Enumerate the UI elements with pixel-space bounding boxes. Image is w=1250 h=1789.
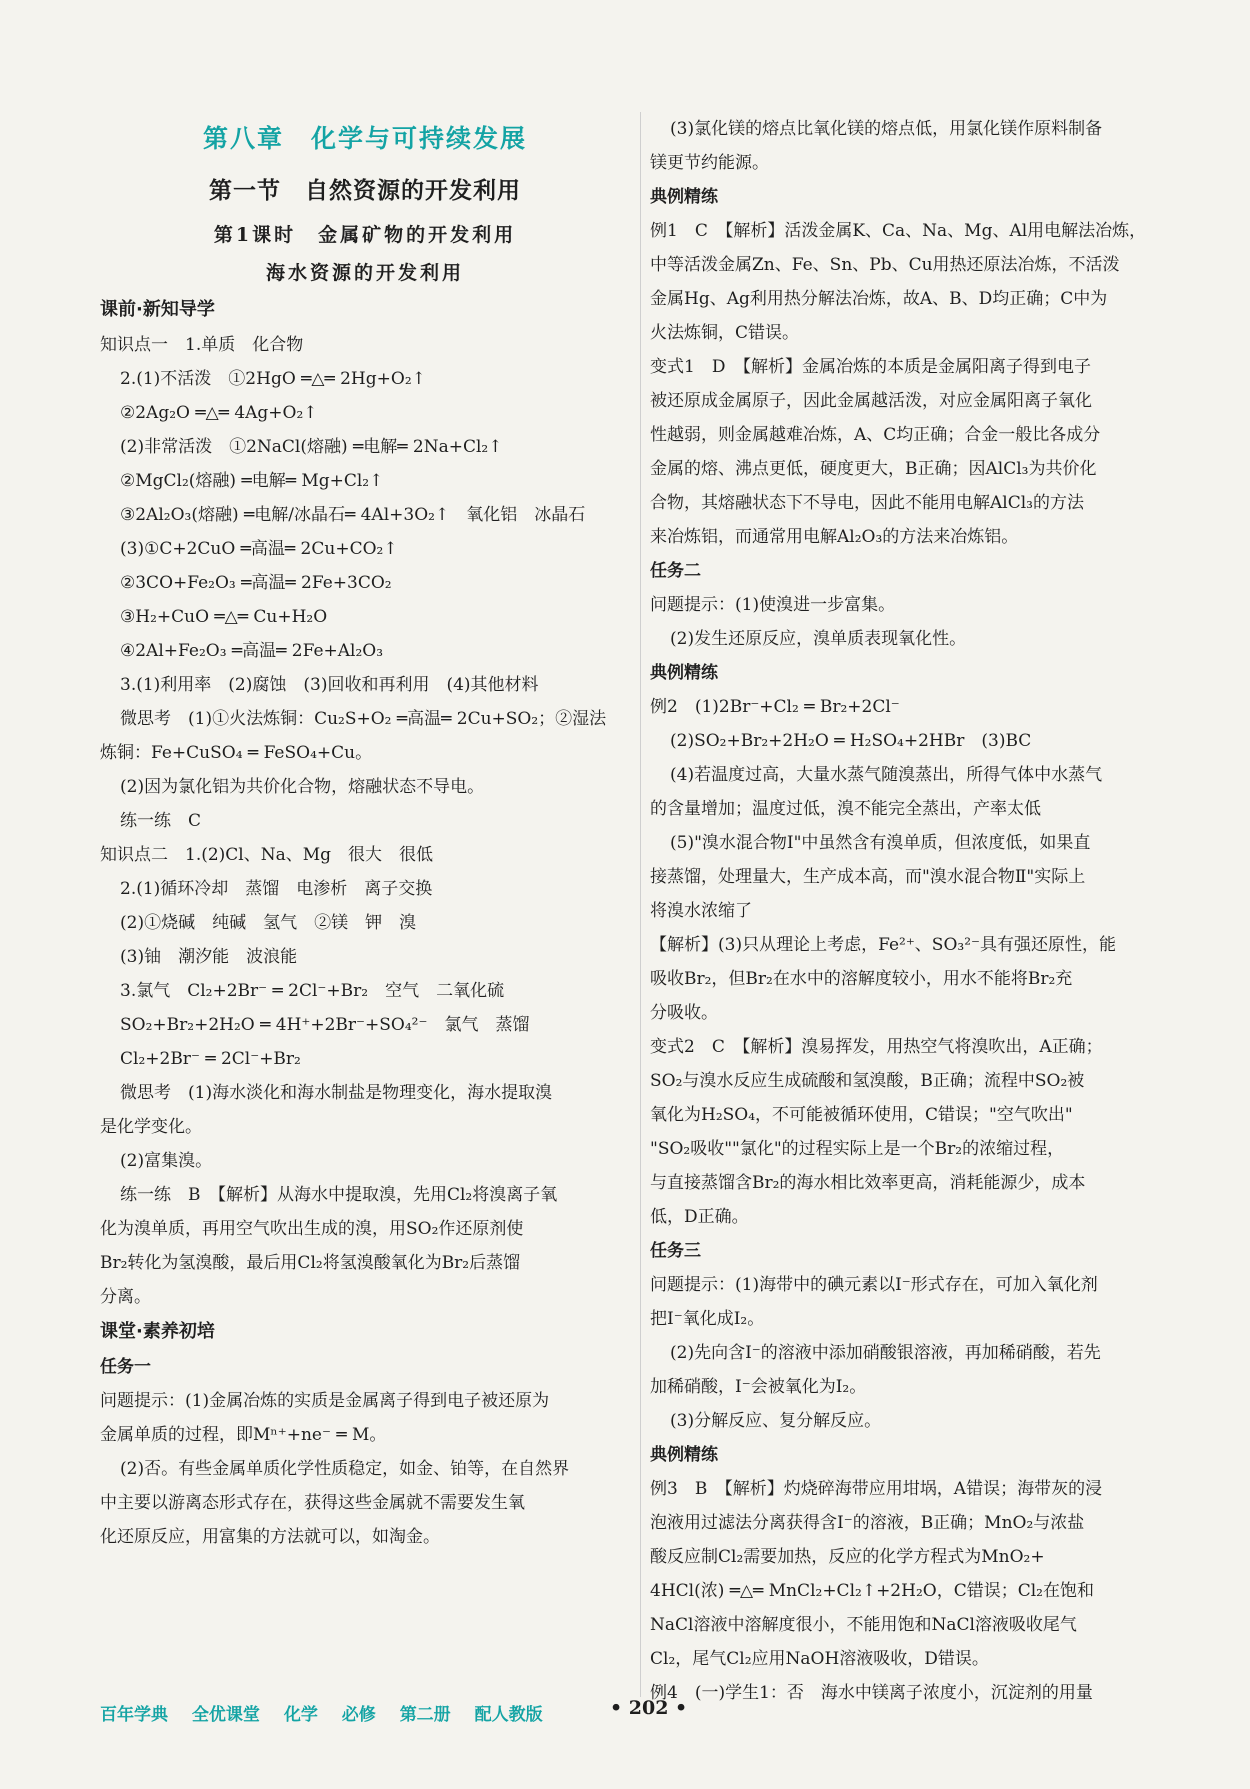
left-text-block: [100, 292, 630, 1554]
text-line: 接蒸馏，处理量大，生产成本高，而"溴水混合物Ⅱ"实际上: [650, 867, 1086, 887]
text-line: ③H₂+CuO ═△═ Cu+H₂O: [120, 607, 328, 627]
subsection-heading: 任务一: [100, 1357, 151, 1377]
text-line: 微思考 (1)海水淡化和海水制盐是物理变化，海水提取溴: [120, 1083, 553, 1103]
text-line: (2)非常活泼 ①2NaCl(熔融) ═电解═ 2Na+Cl₂↑: [120, 437, 503, 457]
text-line: 金属的熔、沸点更低，硬度更大，B正确；因AlCl₃为共价化: [650, 459, 1097, 479]
text-line: SO₂+Br₂+2H₂O ═ 4H⁺+2Br⁻+SO₄²⁻ 氯气 蒸馏: [120, 1015, 530, 1035]
subsection-heading: 典例精练: [650, 187, 718, 207]
footer-item: 第二册: [399, 1705, 451, 1725]
text-line: 酸反应制Cl₂需要加热，反应的化学方程式为MnO₂+: [650, 1547, 1045, 1567]
text-line: Br₂转化为氢溴酸，最后用Cl₂将氢溴酸氧化为Br₂后蒸馏: [100, 1253, 521, 1273]
lesson-title-line1: 第1课时 金属矿物的开发利用: [213, 224, 517, 246]
lesson-title-line2: 海水资源的开发利用: [265, 262, 464, 284]
right-text-block: [650, 112, 1170, 1710]
text-line: 3.氯气 Cl₂+2Br⁻ ═ 2Cl⁻+Br₂ 空气 二氧化硫: [120, 981, 505, 1001]
text-line: 低，D正确。: [650, 1207, 749, 1227]
text-line: 2.(1)不活泼 ①2HgO ═△═ 2Hg+O₂↑: [120, 369, 426, 389]
text-line: (2)否。有些金属单质化学性质稳定，如金、铂等，在自然界: [120, 1459, 570, 1479]
text-line: 例4 (一)学生1：否 海水中镁离子浓度小，沉淀剂的用量: [650, 1683, 1093, 1703]
text-line: 合物，其熔融状态下不导电，因此不能用电解AlCl₃的方法: [650, 493, 1084, 513]
text-line: 化还原反应，用富集的方法就可以，如淘金。: [100, 1527, 440, 1547]
text-line: 把I⁻氧化成I₂。: [650, 1309, 765, 1329]
text-line: 金属单质的过程，即Mⁿ⁺+ne⁻ ═ M。: [100, 1425, 387, 1445]
page-number: • 202 •: [610, 1697, 688, 1719]
section-heading: 课前·新知导学: [100, 299, 215, 320]
text-line: 问题提示：(1)金属冶炼的实质是金属离子得到电子被还原为: [100, 1391, 550, 1411]
text-line: 变式2 C 【解析】溴易挥发，用热空气将溴吹出，A正确；: [650, 1037, 1103, 1057]
text-line: 知识点二 1.(2)Cl、Na、Mg 很大 很低: [100, 845, 434, 865]
section-title: 第一节 自然资源的开发利用: [209, 177, 521, 204]
text-line: 练一练 B 【解析】从海水中提取溴，先用Cl₂将溴离子氧: [120, 1185, 558, 1205]
text-line: ③2Al₂O₃(熔融) ═电解/冰晶石═ 4Al+3O₂↑ 氧化铝 冰晶石: [120, 505, 586, 525]
chapter-title: 第八章 化学与可持续发展: [202, 124, 527, 153]
text-line: 2.(1)循环冷却 蒸馏 电渗析 离子交换: [120, 879, 433, 899]
text-line: Cl₂+2Br⁻ ═ 2Cl⁻+Br₂: [120, 1049, 301, 1069]
text-line: 加稀硝酸，I⁻会被氧化为I₂。: [650, 1377, 867, 1397]
text-line: 金属Hg、Ag利用热分解法冶炼，故A、B、D均正确；C中为: [650, 289, 1108, 309]
text-line: 被还原成金属原子，因此金属越活泼，对应金属阳离子氧化: [650, 391, 1092, 411]
subsection-heading: 任务二: [650, 561, 701, 581]
right-column: [650, 112, 1170, 1710]
text-line: (2)先向含I⁻的溶液中添加硝酸银溶液，再加稀硝酸，若先: [670, 1343, 1101, 1363]
text-line: 将溴水浓缩了: [650, 901, 752, 921]
text-line: (4)若温度过高，大量水蒸气随溴蒸出，所得气体中水蒸气: [670, 765, 1103, 785]
subsection-heading: 典例精练: [650, 663, 718, 683]
footer-item: 百年学典: [100, 1705, 168, 1725]
text-line: 问题提示：(1)使溴进一步富集。: [650, 595, 896, 615]
text-line: NaCl溶液中溶解度很小，不能用饱和NaCl溶液吸收尾气: [650, 1615, 1077, 1635]
section-heading: 课堂·素养初培: [100, 1321, 215, 1342]
text-line: 化为溴单质，再用空气吹出生成的溴，用SO₂作还原剂使: [100, 1219, 524, 1239]
text-line: 微思考 (1)①火法炼铜：Cu₂S+O₂ ═高温═ 2Cu+SO₂；②湿法: [120, 709, 607, 729]
text-line: (3)①C+2CuO ═高温═ 2Cu+CO₂↑: [120, 539, 398, 559]
text-line: 例1 C 【解析】活泼金属K、Ca、Na、Mg、Al用电解法冶炼，: [650, 221, 1147, 241]
text-line: SO₂与溴水反应生成硫酸和氢溴酸，B正确；流程中SO₂被: [650, 1071, 1085, 1091]
text-line: (3)氯化镁的熔点比氧化镁的熔点低，用氯化镁作原料制备: [670, 119, 1103, 139]
text-line: "SO₂吸收""氯化"的过程实际上是一个Br₂的浓缩过程，: [650, 1139, 1065, 1159]
text-line: ②MgCl₂(熔融) ═电解═ Mg+Cl₂↑: [120, 471, 384, 491]
text-line: 火法炼铜，C错误。: [650, 323, 800, 343]
left-column: [100, 112, 630, 1554]
footer-item: 必修: [341, 1705, 376, 1725]
text-line: 【解析】(3)只从理论上考虑，Fe²⁺、SO₃²⁻具有强还原性，能: [650, 935, 1116, 955]
text-line: 性越弱，则金属越难冶炼，A、C均正确；合金一般比各成分: [650, 425, 1101, 445]
text-line: (3)分解反应、复分解反应。: [670, 1411, 882, 1431]
text-line: 与直接蒸馏含Br₂的海水相比效率更高，消耗能源少，成本: [650, 1173, 1086, 1193]
text-line: 中等活泼金属Zn、Fe、Sn、Pb、Cu用热还原法冶炼，不活泼: [650, 255, 1120, 275]
text-line: 是化学变化。: [100, 1117, 202, 1137]
text-line: ②2Ag₂O ═△═ 4Ag+O₂↑: [120, 403, 318, 423]
footer-item: 配人教版: [474, 1705, 543, 1725]
text-line: ④2Al+Fe₂O₃ ═高温═ 2Fe+Al₂O₃: [120, 641, 384, 661]
text-line: 炼铜：Fe+CuSO₄ ═ FeSO₄+Cu。: [100, 743, 373, 763]
text-line: 问题提示：(1)海带中的碘元素以I⁻形式存在，可加入氧化剂: [650, 1275, 1098, 1295]
text-line: Cl₂，尾气Cl₂应用NaOH溶液吸收，D错误。: [650, 1649, 989, 1669]
text-line: 变式1 D 【解析】金属冶炼的本质是金属阳离子得到电子: [650, 357, 1091, 377]
subsection-heading: 典例精练: [650, 1445, 718, 1465]
footer-item: 化学: [283, 1705, 318, 1725]
text-line: 3.(1)利用率 (2)腐蚀 (3)回收和再利用 (4)其他材料: [120, 675, 539, 695]
text-line: 镁更节约能源。: [650, 153, 769, 173]
text-line: (5)"溴水混合物Ⅰ"中虽然含有溴单质，但浓度低，如果直: [670, 833, 1091, 853]
text-line: ②3CO+Fe₂O₃ ═高温═ 2Fe+3CO₂: [120, 573, 392, 593]
text-line: 分吸收。: [650, 1003, 718, 1023]
text-line: (3)铀 潮汐能 波浪能: [120, 947, 298, 967]
text-line: (2)因为氯化铝为共价化合物，熔融状态不导电。: [120, 777, 485, 797]
text-line: 氧化为H₂SO₄，不可能被循环使用，C错误；"空气吹出": [650, 1105, 1073, 1125]
footer-item: 全优课堂: [191, 1705, 260, 1725]
text-line: 泡液用过滤法分离获得含I⁻的溶液，B正确；MnO₂与浓盐: [650, 1513, 1085, 1533]
text-line: 4HCl(浓) ═△═ MnCl₂+Cl₂↑+2H₂O，C错误；Cl₂在饱和: [650, 1581, 1094, 1601]
text-line: (2)发生还原反应，溴单质表现氧化性。: [670, 629, 967, 649]
text-line: (2)SO₂+Br₂+2H₂O ═ H₂SO₄+2HBr (3)BC: [670, 731, 1032, 751]
text-line: 的含量增加；温度过低，溴不能完全蒸出，产率太低: [650, 799, 1041, 819]
column-divider: [640, 112, 641, 1697]
text-line: 例2 (1)2Br⁻+Cl₂ ═ Br₂+2Cl⁻: [650, 697, 900, 717]
text-line: (2)富集溴。: [120, 1151, 213, 1171]
footer-series: [100, 1700, 561, 1725]
text-line: 中主要以游离态形式存在，获得这些金属就不需要发生氧: [100, 1493, 525, 1513]
subsection-heading: 任务三: [650, 1241, 701, 1261]
text-line: 吸收Br₂，但Br₂在水中的溶解度较小，用水不能将Br₂充: [650, 969, 1073, 989]
text-line: (2)①烧碱 纯碱 氢气 ②镁 钾 溴: [120, 913, 417, 933]
text-line: 例3 B 【解析】灼烧碎海带应用坩埚，A错误；海带灰的浸: [650, 1479, 1103, 1499]
text-line: 分离。: [100, 1287, 151, 1307]
text-line: 知识点一 1.单质 化合物: [100, 335, 304, 355]
text-line: 练一练 C: [120, 811, 202, 831]
text-line: 来冶炼铝，而通常用电解Al₂O₃的方法来冶炼铝。: [650, 527, 1019, 547]
